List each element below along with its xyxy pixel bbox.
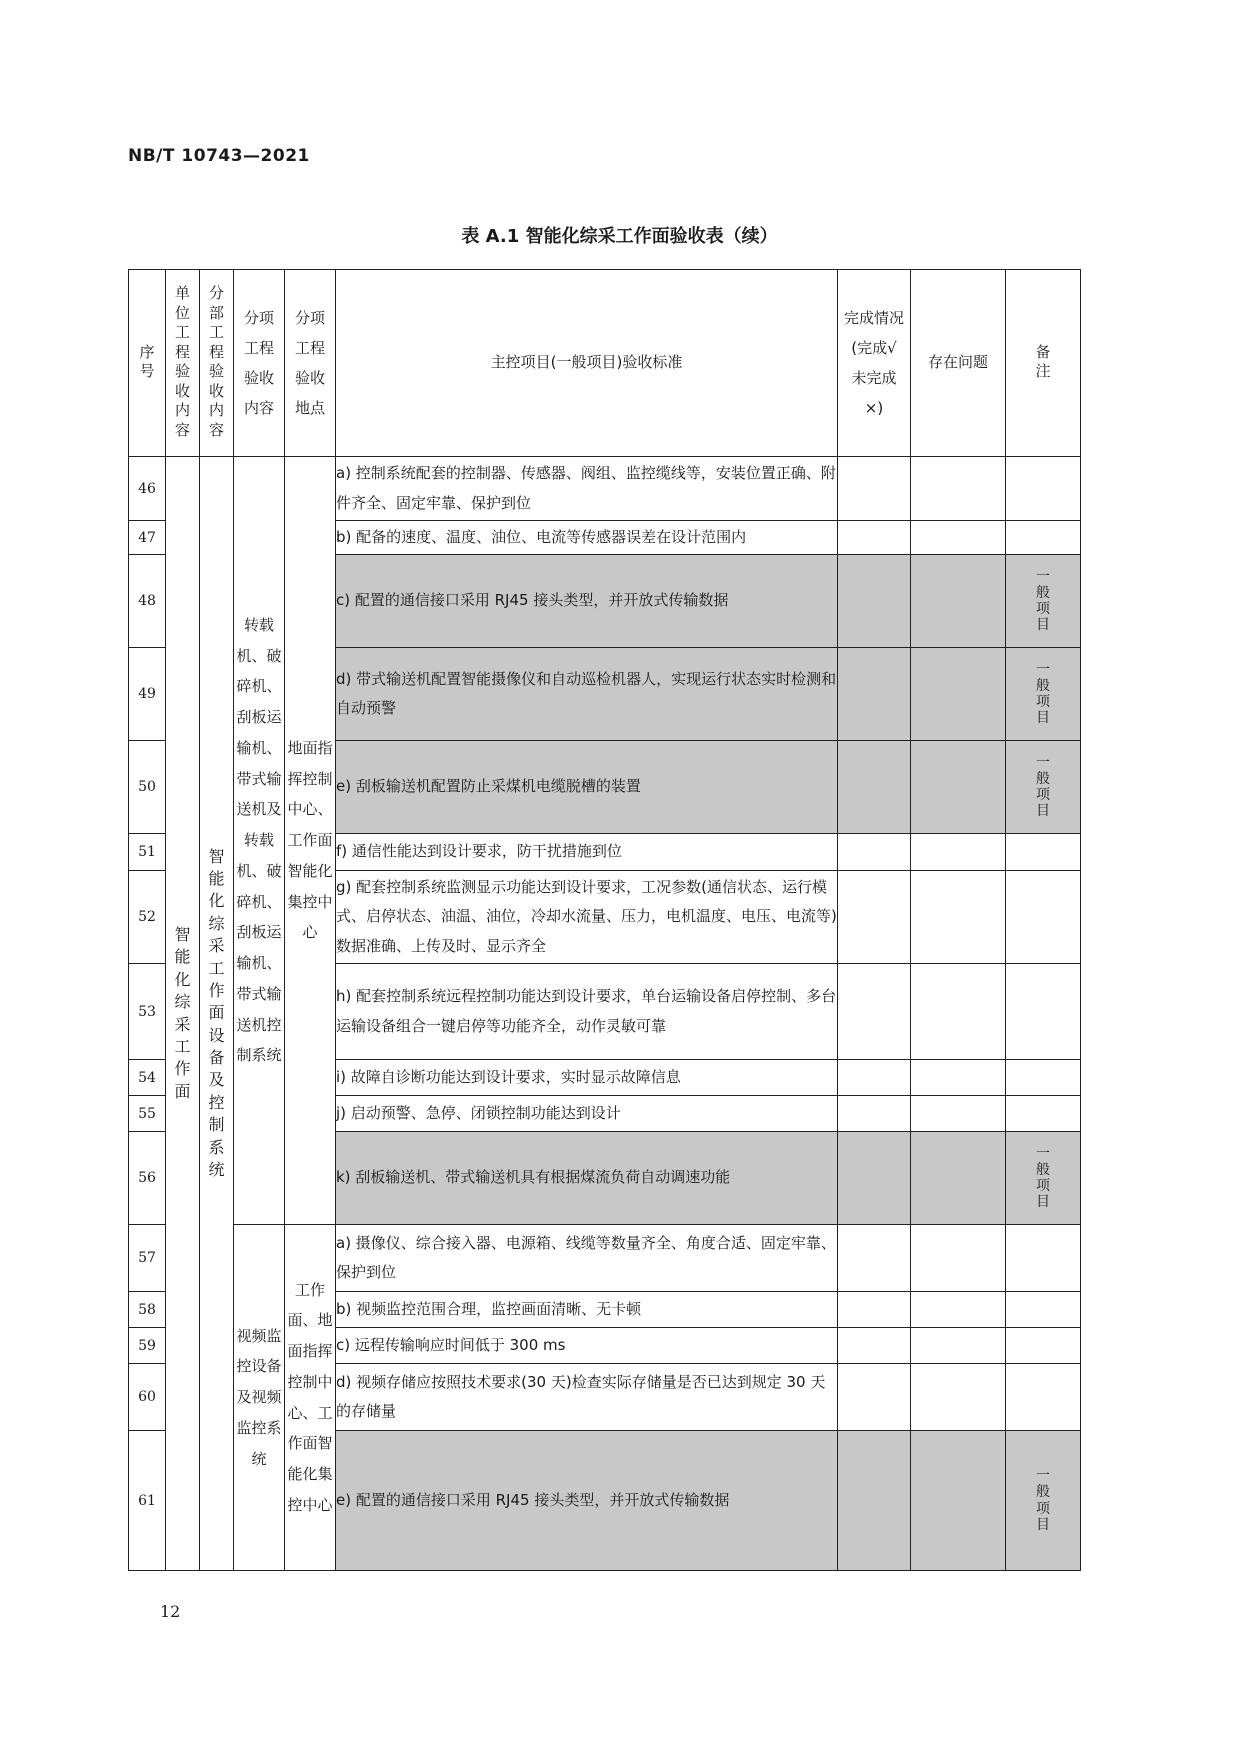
sub-location-control-center: 地面指挥控制中心、工作面智能化集控中心: [285, 457, 336, 1225]
remark-cell: 一般项目: [1006, 1132, 1081, 1225]
header-seq: 序号: [129, 270, 166, 457]
row-number: 52: [129, 871, 166, 964]
header-row: [129, 270, 1081, 457]
problem-cell[interactable]: [911, 1132, 1006, 1225]
remark-cell: [1006, 1225, 1081, 1292]
criteria-text: e) 刮板输送机配置防止采煤机电缆脱槽的装置: [336, 741, 838, 834]
status-cell[interactable]: [838, 871, 911, 964]
row-number: 58: [129, 1292, 166, 1328]
problem-cell[interactable]: [911, 741, 1006, 834]
status-cell[interactable]: [838, 555, 911, 648]
problem-cell[interactable]: [911, 1225, 1006, 1292]
row-number: 55: [129, 1096, 166, 1132]
row-number: 48: [129, 555, 166, 648]
header-sub-location: 分项工程验收地点: [285, 270, 336, 457]
problem-cell[interactable]: [911, 964, 1006, 1060]
problem-cell[interactable]: [911, 457, 1006, 521]
table-row: [129, 457, 1081, 521]
criteria-text: d) 带式输送机配置智能摄像仪和自动巡检机器人，实现运行状态实时检测和自动预警: [336, 648, 838, 741]
status-cell[interactable]: [838, 457, 911, 521]
status-cell[interactable]: [838, 1060, 911, 1096]
sub-content-conveyor: 转载机、破碎机、刮板运输机、带式输送机及转载机、破碎机、刮板运输机、带式输送机控制系统: [234, 457, 285, 1225]
row-number: 56: [129, 1132, 166, 1225]
remark-cell: [1006, 834, 1081, 871]
document-code: NB/T 10743—2021: [128, 146, 310, 166]
table-caption: 表 A.1 智能化综采工作面验收表（续）: [461, 226, 778, 247]
table-row: [129, 1225, 1081, 1292]
remark-cell: [1006, 964, 1081, 1060]
problem-cell[interactable]: [911, 555, 1006, 648]
status-cell[interactable]: [838, 521, 911, 555]
header-unit: 单位工程验收内容: [166, 270, 200, 457]
problem-cell[interactable]: [911, 521, 1006, 555]
criteria-text: f) 通信性能达到设计要求，防干扰措施到位: [336, 834, 838, 871]
row-number: 61: [129, 1431, 166, 1571]
status-cell[interactable]: [838, 1364, 911, 1431]
criteria-text: j) 启动预警、急停、闭锁控制功能达到设计: [336, 1096, 838, 1132]
remark-cell: [1006, 457, 1081, 521]
remark-cell: [1006, 1292, 1081, 1328]
row-number: 47: [129, 521, 166, 555]
unit-content-cell: 智能化综采工作面: [166, 457, 200, 1571]
division-content-cell: 智能化综采工作面设备及控制系统: [200, 457, 234, 1571]
sub-content-video: 视频监控设备及视频监控系统: [234, 1225, 285, 1571]
row-number: 49: [129, 648, 166, 741]
problem-cell[interactable]: [911, 1096, 1006, 1132]
criteria-text: b) 配备的速度、温度、油位、电流等传感器误差在设计范围内: [336, 521, 838, 555]
status-cell[interactable]: [838, 741, 911, 834]
row-number: 51: [129, 834, 166, 871]
row-number: 59: [129, 1328, 166, 1364]
criteria-text: b) 视频监控范围合理，监控画面清晰、无卡顿: [336, 1292, 838, 1328]
remark-cell: [1006, 1328, 1081, 1364]
remark-cell: [1006, 871, 1081, 964]
problem-cell[interactable]: [911, 1328, 1006, 1364]
row-number: 46: [129, 457, 166, 521]
status-cell[interactable]: [838, 648, 911, 741]
problem-cell[interactable]: [911, 1431, 1006, 1571]
header-problems: 存在问题: [911, 270, 1006, 457]
problem-cell[interactable]: [911, 1060, 1006, 1096]
problem-cell[interactable]: [911, 834, 1006, 871]
status-cell[interactable]: [838, 1096, 911, 1132]
criteria-text: a) 控制系统配套的控制器、传感器、阀组、监控缆线等，安装位置正确、附件齐全、固定牢靠、保护到位: [336, 457, 838, 521]
sub-location-working-face: 工作面、地面指挥控制中心、工作面智能化集控中心: [285, 1225, 336, 1571]
remark-cell: 一般项目: [1006, 648, 1081, 741]
criteria-text: d) 视频存储应按照技术要求(30 天)检查实际存储量是否已达到规定 30 天的存储量: [336, 1364, 838, 1431]
status-cell[interactable]: [838, 1328, 911, 1364]
status-cell[interactable]: [838, 834, 911, 871]
remark-cell: [1006, 1060, 1081, 1096]
remark-cell: 一般项目: [1006, 741, 1081, 834]
criteria-text: k) 刮板输送机、带式输送机具有根据煤流负荷自动调速功能: [336, 1132, 838, 1225]
criteria-text: i) 故障自诊断功能达到设计要求，实时显示故障信息: [336, 1060, 838, 1096]
remark-cell: [1006, 1364, 1081, 1431]
problem-cell[interactable]: [911, 1364, 1006, 1431]
problem-cell[interactable]: [911, 871, 1006, 964]
row-number: 50: [129, 741, 166, 834]
acceptance-table: [128, 269, 1081, 1571]
problem-cell[interactable]: [911, 648, 1006, 741]
page-number: 12: [160, 1602, 181, 1621]
problem-cell[interactable]: [911, 1292, 1006, 1328]
criteria-text: a) 摄像仪、综合接入器、电源箱、线缆等数量齐全、角度合适、固定牢靠、保护到位: [336, 1225, 838, 1292]
row-number: 53: [129, 964, 166, 1060]
header-status: 完成情况(完成√未完成×): [838, 270, 911, 457]
header-sub-content: 分项工程验收内容: [234, 270, 285, 457]
criteria-text: g) 配套控制系统监测显示功能达到设计要求，工况参数(通信状态、运行模式、启停状态、油温、油位，冷却水流量、压力，电机温度、电压、电流等)数据准确、上传及时、显示齐全: [336, 871, 838, 964]
criteria-text: e) 配置的通信接口采用 RJ45 接头类型，并开放式传输数据: [336, 1431, 838, 1571]
remark-cell: 一般项目: [1006, 1431, 1081, 1571]
criteria-text: c) 配置的通信接口采用 RJ45 接头类型，并开放式传输数据: [336, 555, 838, 648]
remark-cell: [1006, 1096, 1081, 1132]
row-number: 57: [129, 1225, 166, 1292]
criteria-text: h) 配套控制系统远程控制功能达到设计要求，单台运输设备启停控制、多台运输设备组合一键启停等功能齐全，动作灵敏可靠: [336, 964, 838, 1060]
header-remarks: 备注: [1006, 270, 1081, 457]
status-cell[interactable]: [838, 1132, 911, 1225]
criteria-text: c) 远程传输响应时间低于 300 ms: [336, 1328, 838, 1364]
status-cell[interactable]: [838, 1431, 911, 1571]
status-cell[interactable]: [838, 1292, 911, 1328]
header-division: 分部工程验收内容: [200, 270, 234, 457]
status-cell[interactable]: [838, 1225, 911, 1292]
status-cell[interactable]: [838, 964, 911, 1060]
remark-cell: 一般项目: [1006, 555, 1081, 648]
row-number: 60: [129, 1364, 166, 1431]
header-criteria: 主控项目(一般项目)验收标准: [336, 270, 838, 457]
row-number: 54: [129, 1060, 166, 1096]
remark-cell: [1006, 521, 1081, 555]
